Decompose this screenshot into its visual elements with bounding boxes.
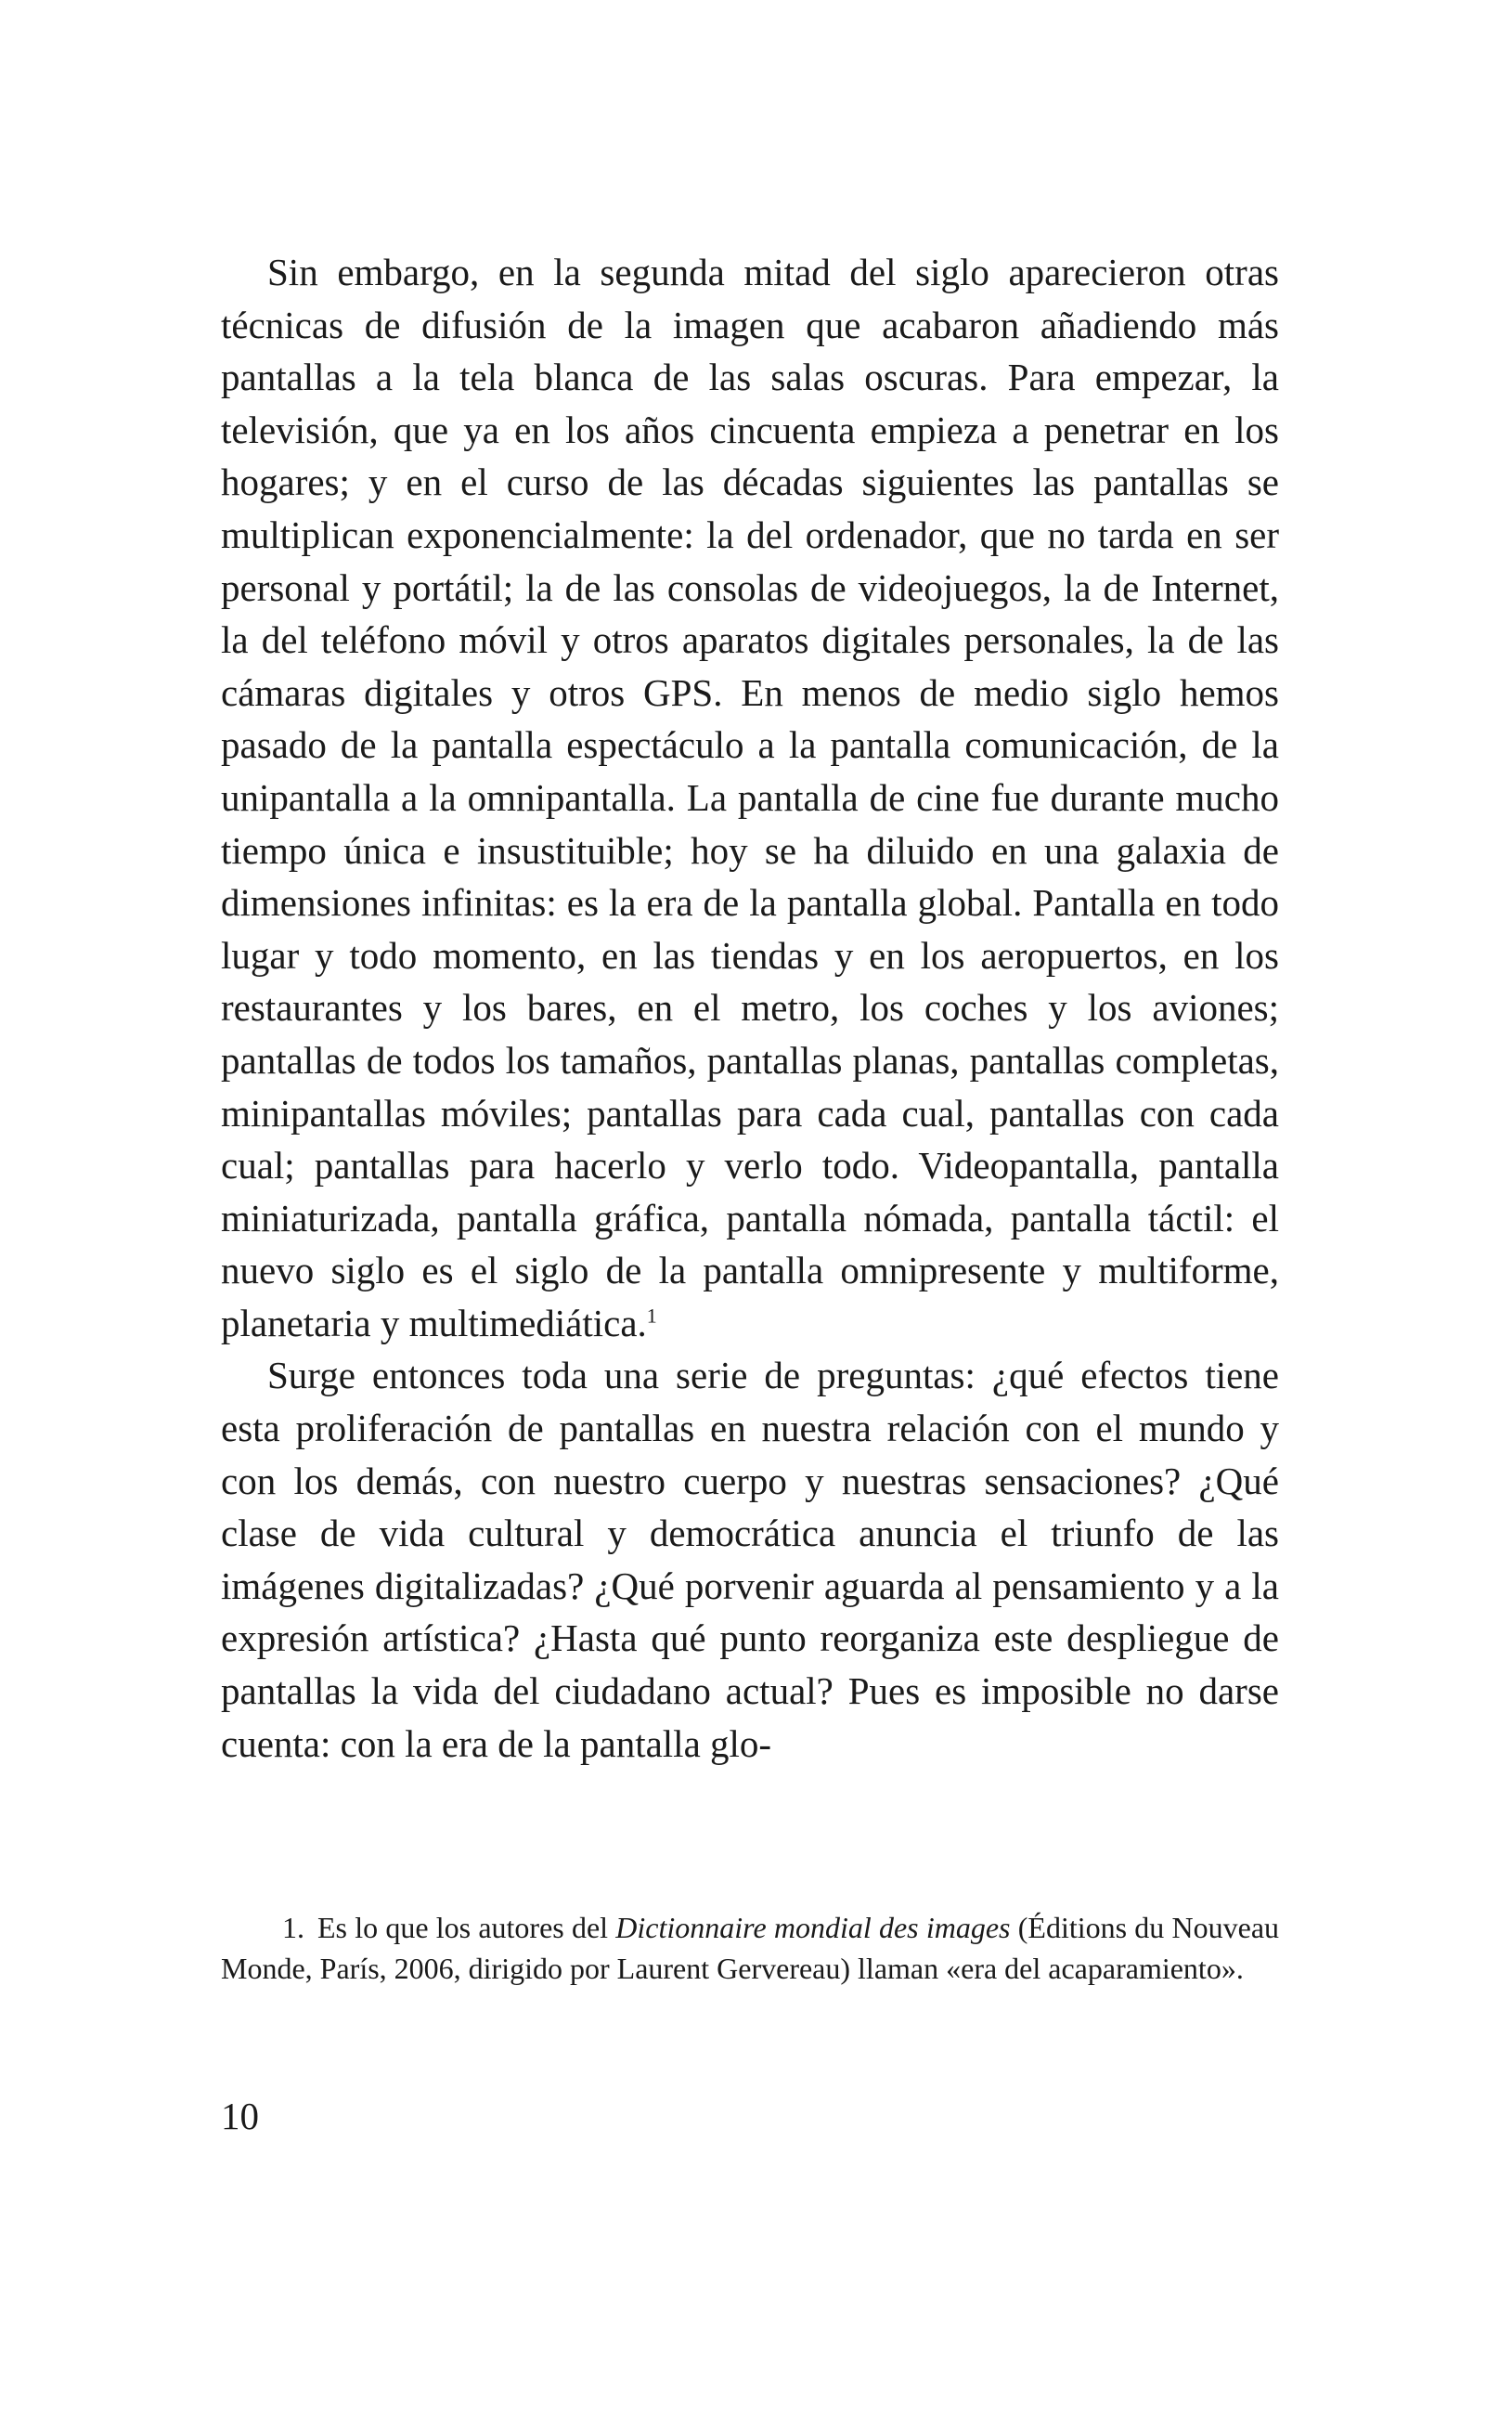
footnote <box>221 1907 1279 1989</box>
paragraph-1-text: Sin embargo, en la segunda mitad del siglo aparecieron otras técnicas de difusión de la imagen que acabaron añadiendo más pantallas a la tela blanca de las salas oscuras. Para empezar, la televisión, que ya en los años cincuenta empieza a penetrar en los hogares; y en el curso de las décadas siguientes las pantallas se multiplican exponencialmente: la del ordenador, que no tarda en ser personal y portátil; la de las consolas de videojuegos, la de Internet, la del teléfono móvil y otros aparatos digitales personales, la de las cámaras digitales y otros GPS. En menos de medio siglo hemos pasado de la pantalla espectáculo a la pantalla comunicación, de la unipantalla a la omnipantalla. La pantalla de cine fue durante mucho tiempo única e insustituible; hoy se ha diluido en una galaxia de dimensiones infinitas: es la era de la pantalla global. Pantalla en todo lugar y todo momento, en las tiendas y en los aeropuertos, en los restaurantes y los bares, en el metro, los coches y los aviones; pantallas de todos los tamaños, pantallas planas, pantallas completas, minipantallas móviles; pantallas para cada cual, pantallas con cada cual; pantallas para hacerlo y verlo todo. Videopantalla, pantalla miniaturizada, pantalla gráfica, pantalla nómada, pantalla táctil: el nuevo siglo es el siglo de la pantalla omnipresente y multiforme, planetaria y multimediática. <box>221 251 1279 1344</box>
paragraph-1 <box>221 246 1279 1349</box>
page-number: 10 <box>221 2095 259 2137</box>
footnote-text-before: Es lo que los autores del <box>317 1911 609 1944</box>
footnote-reference: 1 <box>646 1304 657 1328</box>
paragraph-2 <box>221 1349 1279 1770</box>
paragraph-2-text: Surge entonces toda una serie de preguntas: ¿qué efectos tiene esta proliferación de pantallas en nuestra relación con el mundo y con los demás, con nuestro cuerpo y nuestras sensaciones? ¿Qué clase de vida cultural y democrática anuncia el triunfo de las imágenes digitalizadas? ¿Qué porvenir aguarda al pensamiento y a la expresión artística? ¿Hasta qué punto reorganiza este despliegue de pantallas la vida del ciudadano actual? Pues es imposible no darse cuenta: con la era de la pantalla glo- <box>221 1354 1279 1765</box>
body-text <box>221 246 1279 1770</box>
footnote-number: 1. <box>282 1911 304 1944</box>
footnote-italic-title: Dictionnaire mondial des images <box>615 1911 1011 1944</box>
footnote-text-after: (Éditions du Nouveau Monde, París, 2006, dirigido por Laurent Gervereau) llaman «era del acaparamiento». <box>221 1911 1280 1985</box>
